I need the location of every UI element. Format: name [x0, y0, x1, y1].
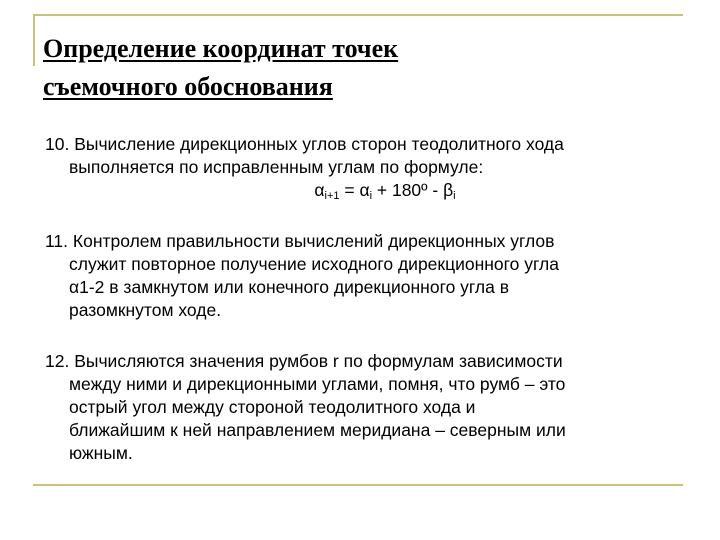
title-line-2: съемочного обоснования	[43, 72, 333, 101]
top-divider	[33, 14, 683, 16]
paragraph-line: ближайшим к ней направлением меридиана – северным или	[69, 420, 566, 440]
paragraph-line: между ними и дирекционными углами, помня, что румб – это	[69, 374, 566, 394]
paragraph-line: α1-2 в замкнутом или конечного дирекционного угла в	[69, 277, 510, 297]
paragraph-10	[45, 133, 685, 208]
paragraph-12	[45, 350, 685, 465]
left-accent-line	[33, 14, 35, 66]
paragraph-line: служит повторное получение исходного дирекционного угла	[69, 254, 559, 274]
formula-sub-i-beta: i	[453, 190, 456, 202]
paragraph-line: выполняется по исправленным углам по формуле:	[69, 157, 484, 177]
paragraph-line: разомкнутом ходе.	[69, 300, 222, 320]
formula	[45, 179, 685, 208]
paragraph-line: 10. Вычисление дирекционных углов сторон теодолитного хода	[45, 134, 564, 154]
formula-sub-i-plus-1: i+1	[324, 190, 340, 202]
paragraph-line: острый угол между стороной теодолитного хода и	[69, 397, 476, 417]
formula-alpha: α	[314, 180, 325, 200]
formula-plus-180: + 180º - β	[372, 180, 454, 200]
paragraph-line: 11. Контролем правильности вычислений дирекционных углов	[45, 231, 555, 251]
formula-sub-i: i	[369, 190, 373, 202]
formula-equals: = α	[339, 180, 370, 200]
paragraph-line: южным.	[69, 443, 133, 463]
slide-title	[43, 30, 663, 106]
bottom-divider	[33, 484, 683, 486]
paragraph-line: 12. Вычисляются значения румбов r по формулам зависимости	[45, 351, 563, 371]
title-line-1: Определение координат точек	[43, 34, 399, 63]
paragraph-11	[45, 230, 685, 322]
